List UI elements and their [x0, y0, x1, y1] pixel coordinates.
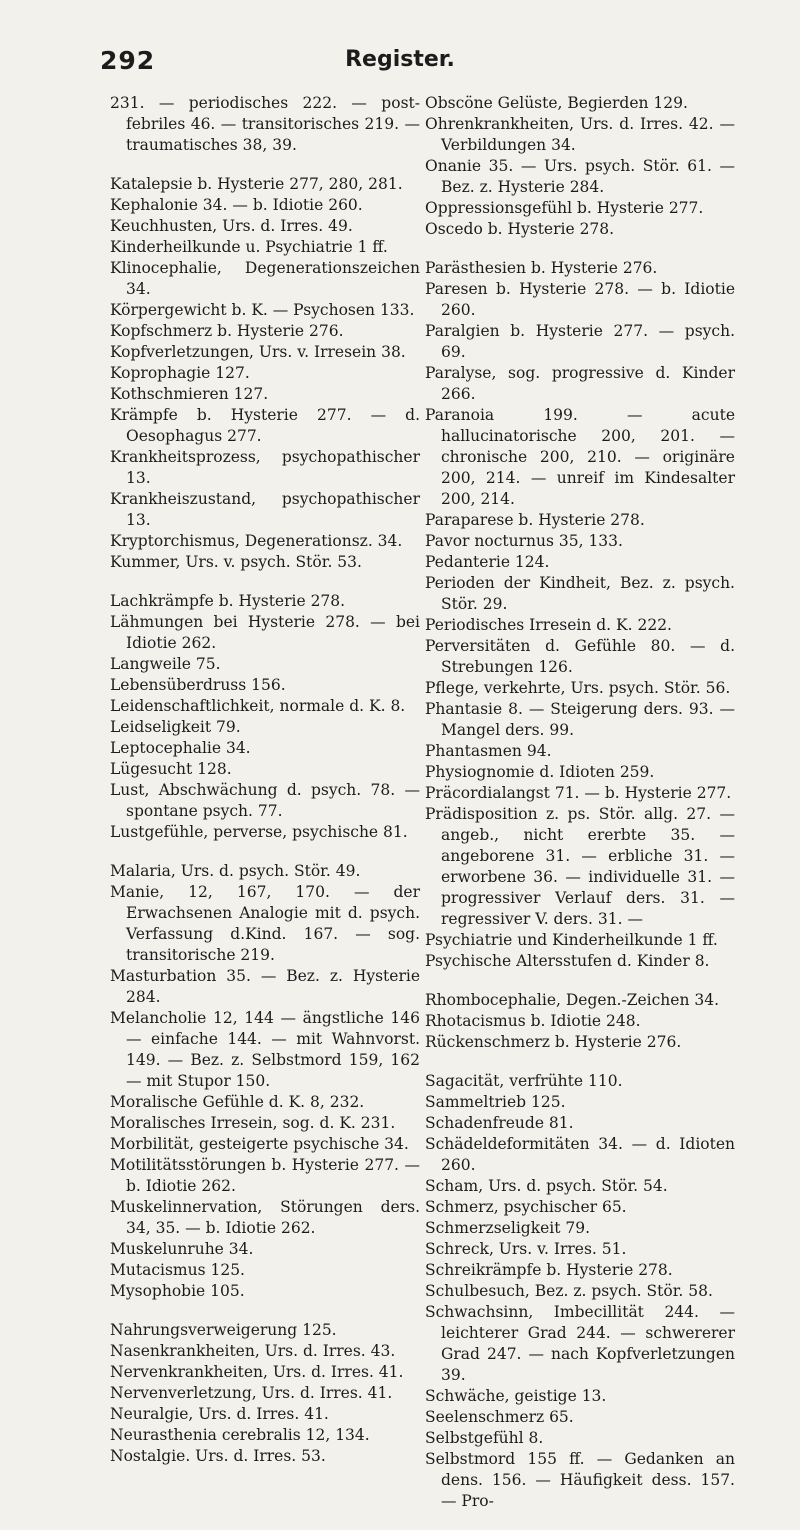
index-entry: Perversitäten d. Gefühle 80. — d. Strebungen 126.: [425, 637, 735, 676]
index-entry: Kinderheilkunde u. Psychiatrie 1 ff.: [110, 238, 388, 256]
index-entry: Motilitätsstörungen b. Hysterie 277. — b. Idiotie 262.: [110, 1156, 420, 1195]
index-entry: Moralisches Irresein, sog. d. K. 231.: [110, 1114, 396, 1132]
index-entry: Selbstgefühl 8.: [425, 1429, 544, 1447]
index-entry: Kopfschmerz b. Hysterie 276.: [110, 322, 344, 340]
index-letter-group: [110, 174, 420, 573]
page-number: 292: [100, 46, 156, 75]
index-entry: Lügesucht 128.: [110, 760, 232, 778]
index-entry: Psychiatrie und Kinderheilkunde 1 ff.: [425, 931, 718, 949]
index-entry: Katalepsie b. Hysterie 277, 280, 281.: [110, 175, 403, 193]
index-entry: Leidenschaftlichkeit, normale d. K. 8.: [110, 697, 406, 715]
index-entry: Parästhesien b. Hysterie 276.: [425, 259, 658, 277]
index-entry: Paralgien b. Hysterie 277. — psych. 69.: [425, 322, 735, 361]
index-letter-group: [425, 990, 735, 1053]
index-entry: Paresen b. Hysterie 278. — b. Idiotie 260.: [425, 280, 735, 319]
index-entry: Morbilität, gesteigerte psychische 34.: [110, 1135, 409, 1153]
index-entry: Keuchhusten, Urs. d. Irres. 49.: [110, 217, 353, 235]
index-entry: Körpergewicht b. K. — Psychosen 133.: [110, 301, 415, 319]
index-entry: Prädisposition z. ps. Stör. allg. 27. — angeb., nicht ererbte 35. — angeborene 31. — erbliche 31. — erworbene 36. — individuelle 31. — progressiver Verlauf ders. 31. — regressiver V. ders. 31. —: [425, 805, 735, 928]
index-entry: Moralische Gefühle d. K. 8, 232.: [110, 1093, 365, 1111]
index-entry: Obscöne Gelüste, Begierden 129.: [425, 94, 688, 112]
index-entry: Pavor nocturnus 35, 133.: [425, 532, 623, 550]
index-entry: Schreck, Urs. v. Irres. 51.: [425, 1240, 627, 1258]
index-column-left: [110, 93, 420, 1485]
index-entry: Schadenfreude 81.: [425, 1114, 574, 1132]
index-entry: Schwäche, geistige 13.: [425, 1387, 607, 1405]
index-letter-group: [110, 93, 420, 156]
index-entry: Oppressionsgefühl b. Hysterie 277.: [425, 199, 704, 217]
index-entry: Phantasie 8. — Steigerung ders. 93. — Mangel ders. 99.: [425, 700, 735, 739]
index-entry: Krankheitsprozess, psychopathischer 13.: [110, 448, 420, 487]
index-entry: Rhombocephalie, Degen.-Zeichen 34.: [425, 991, 720, 1009]
index-entry: Paraparese b. Hysterie 278.: [425, 511, 645, 529]
index-entry: Ohrenkrankheiten, Urs. d. Irres. 42. — Verbildungen 34.: [425, 115, 735, 154]
index-entry: Mysophobie 105.: [110, 1282, 245, 1300]
index-letter-group: [425, 1071, 735, 1512]
index-entry: Nervenkrankheiten, Urs. d. Irres. 41.: [110, 1363, 404, 1381]
index-entry: Manie, 12, 167, 170. — der Erwachsenen Analogie mit d. psych. Verfassung d.Kind. 167. — sog. transitorische 219.: [110, 883, 420, 964]
index-letter-group: [110, 591, 420, 843]
index-letter-group: [110, 861, 420, 1302]
index-entry: Krankheiszustand, psychopathischer 13.: [110, 490, 420, 529]
index-entry: Rhotacismus b. Idiotie 248.: [425, 1012, 641, 1030]
index-entry: Muskelunruhe 34.: [110, 1240, 254, 1258]
index-letter-group: [425, 258, 735, 972]
index-entry: Paralyse, sog. progressive d. Kinder 266.: [425, 364, 735, 403]
index-entry: Nostalgie. Urs. d. Irres. 53.: [110, 1447, 326, 1465]
index-entry: Neurasthenia cerebralis 12, 134.: [110, 1426, 370, 1444]
index-entry: Paranoia 199. — acute hallucinatorische 200, 201. — chronische 200, 210. — originäre 200, 214. — unreif im Kindesalter 200, 214.: [425, 406, 735, 508]
page-title: Register.: [345, 47, 455, 72]
index-letter-group: [425, 93, 735, 240]
index-entry: Selbstmord 155 ff. — Gedanken an dens. 156. — Häufigkeit dess. 157. — Pro-: [425, 1450, 735, 1510]
index-entry: Lebensüberdruss 156.: [110, 676, 286, 694]
index-column-right: [425, 93, 735, 1530]
index-entry: Klinocephalie, Degenerationszeichen 34.: [110, 259, 420, 298]
index-entry: Psychische Altersstufen d. Kinder 8.: [425, 952, 710, 970]
index-entry: Koprophagie 127.: [110, 364, 250, 382]
index-entry: Lachkrämpfe b. Hysterie 278.: [110, 592, 346, 610]
index-entry: Nahrungsverweigerung 125.: [110, 1321, 337, 1339]
index-entry: Nervenverletzung, Urs. d. Irres. 41.: [110, 1384, 393, 1402]
index-entry: Kopfverletzungen, Urs. v. Irresein 38.: [110, 343, 406, 361]
index-entry: Seelenschmerz 65.: [425, 1408, 574, 1426]
index-entry: Neuralgie, Urs. d. Irres. 41.: [110, 1405, 329, 1423]
index-entry: Onanie 35. — Urs. psych. Stör. 61. — Bez. z. Hysterie 284.: [425, 157, 735, 196]
index-entry: Periodisches Irresein d. K. 222.: [425, 616, 672, 634]
index-entry: Scham, Urs. d. psych. Stör. 54.: [425, 1177, 668, 1195]
index-entry: Perioden der Kindheit, Bez. z. psych. Stör. 29.: [425, 574, 735, 613]
index-entry: Sammeltrieb 125.: [425, 1093, 566, 1111]
index-entry: Schreikrämpfe b. Hysterie 278.: [425, 1261, 673, 1279]
index-entry: Lähmungen bei Hysterie 278. — bei Idiotie 262.: [110, 613, 420, 652]
index-entry: Lust, Abschwächung d. psych. 78. — spontane psych. 77.: [110, 781, 420, 820]
index-entry: Kummer, Urs. v. psych. Stör. 53.: [110, 553, 362, 571]
index-entry: Schulbesuch, Bez. z. psych. Stör. 58.: [425, 1282, 713, 1300]
index-entry: Kothschmieren 127.: [110, 385, 269, 403]
index-entry: Rückenschmerz b. Hysterie 276.: [425, 1033, 682, 1051]
index-entry: Krämpfe b. Hysterie 277. — d. Oesophagus 277.: [110, 406, 420, 445]
index-entry: Leptocephalie 34.: [110, 739, 251, 757]
index-entry: Melancholie 12, 144 — ängstliche 146 — einfache 144. — mit Wahnvorst. 149. — Bez. z. Selbstmord 159, 162 — mit Stupor 150.: [110, 1009, 420, 1090]
index-entry: Physiognomie d. Idioten 259.: [425, 763, 655, 781]
index-entry: Pflege, verkehrte, Urs. psych. Stör. 56.: [425, 679, 731, 697]
index-entry: Lustgefühle, perverse, psychische 81.: [110, 823, 408, 841]
index-entry: Kephalonie 34. — b. Idiotie 260.: [110, 196, 363, 214]
index-entry: Malaria, Urs. d. psych. Stör. 49.: [110, 862, 361, 880]
index-entry: Mutacismus 125.: [110, 1261, 245, 1279]
index-entry: Schmerzseligkeit 79.: [425, 1219, 591, 1237]
index-entry: Phantasmen 94.: [425, 742, 552, 760]
index-entry: 231. — periodisches 222. — post-febriles 46. — transitorisches 219. — traumatisches 38, 39.: [110, 94, 420, 154]
index-entry: Nasenkrankheiten, Urs. d. Irres. 43.: [110, 1342, 396, 1360]
index-entry: Kryptorchismus, Degenerationsz. 34.: [110, 532, 403, 550]
index-letter-group: [110, 1320, 420, 1467]
index-entry: Langweile 75.: [110, 655, 221, 673]
index-entry: Schädeldeformitäten 34. — d. Idioten 260.: [425, 1135, 735, 1174]
index-entry: Schwachsinn, Imbecillität 244. — leichterer Grad 244. — schwererer Grad 247. — nach Kopfverletzungen 39.: [425, 1303, 735, 1384]
index-entry: Pedanterie 124.: [425, 553, 550, 571]
index-entry: Oscedo b. Hysterie 278.: [425, 220, 615, 238]
index-entry: Sagacität, verfrühte 110.: [425, 1072, 623, 1090]
index-entry: Schmerz, psychischer 65.: [425, 1198, 627, 1216]
page-header: [0, 44, 800, 84]
index-entry: Muskelinnervation, Störungen ders. 34, 35. — b. Idiotie 262.: [110, 1198, 420, 1237]
index-entry: Leidseligkeit 79.: [110, 718, 241, 736]
index-entry: Masturbation 35. — Bez. z. Hysterie 284.: [110, 967, 420, 1006]
index-entry: Präcordialangst 71. — b. Hysterie 277.: [425, 784, 732, 802]
